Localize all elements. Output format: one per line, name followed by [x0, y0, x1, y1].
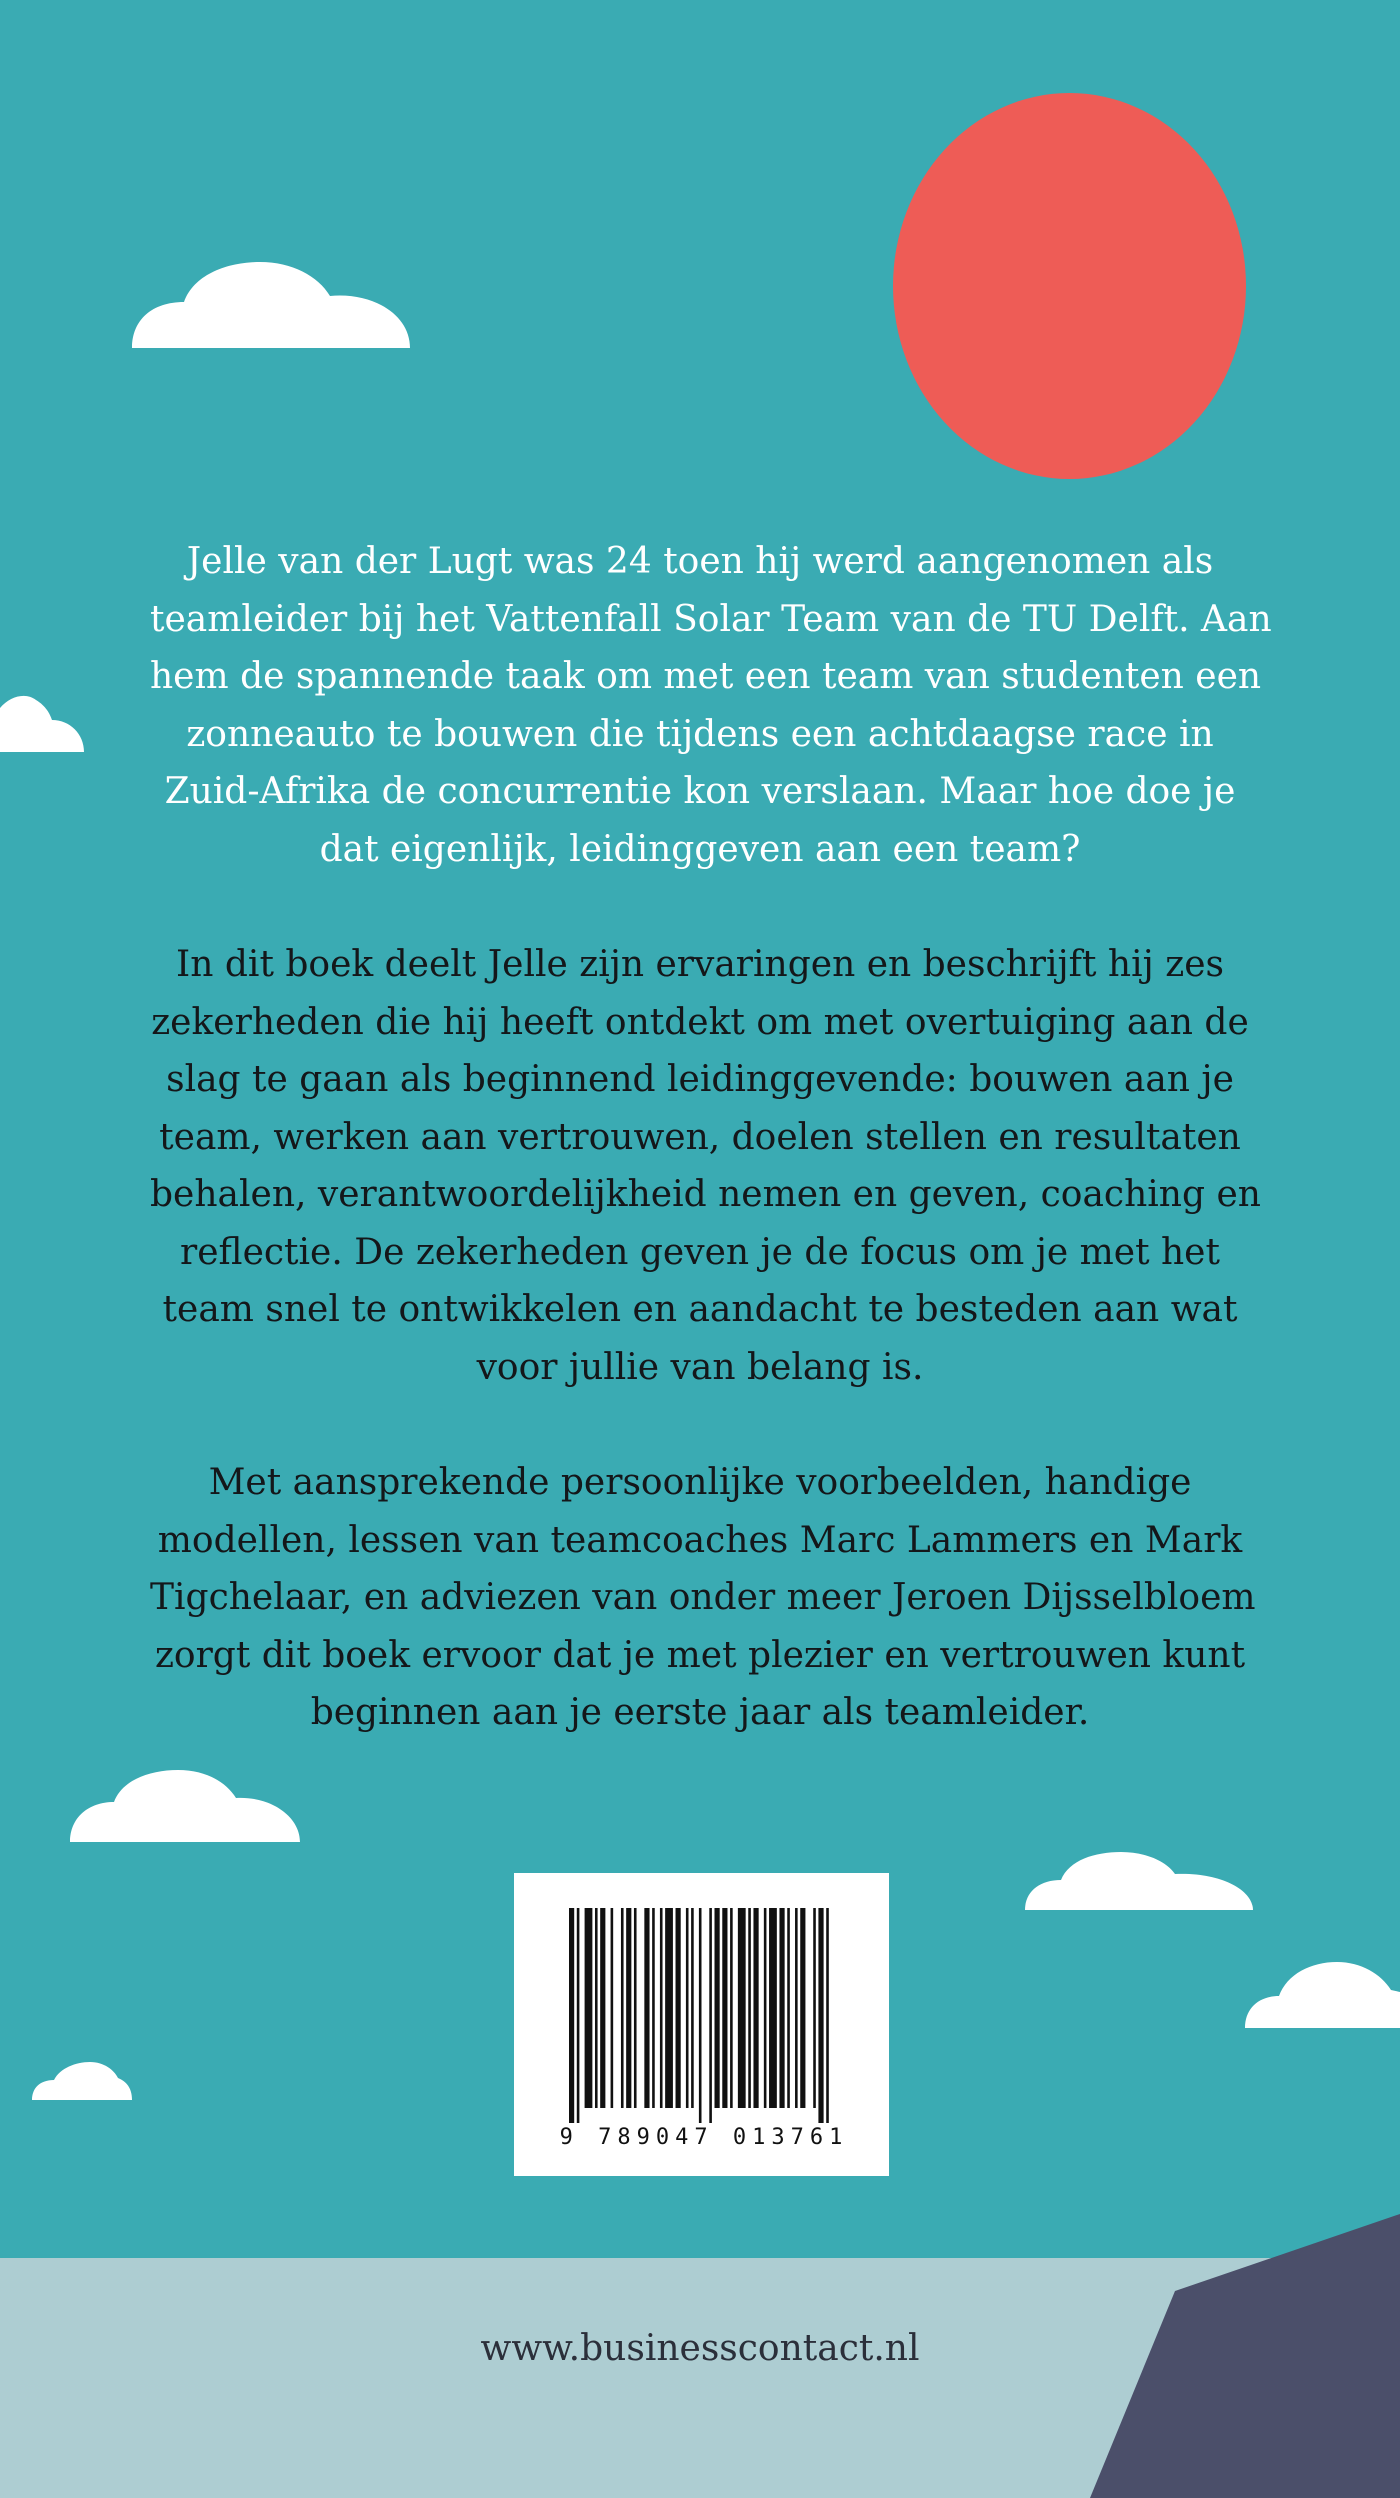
- text-line: team snel te ontwikkelen en aandacht te besteden aan wat: [162, 1289, 1238, 1330]
- barcode-bar: [795, 1908, 798, 2108]
- text-line: zekerheden die hij heeft ontdekt om met overtuiging aan de: [151, 1001, 1249, 1043]
- text-line: In dit boek deelt Jelle zijn ervaringen en beschrijft hij zes: [176, 944, 1224, 985]
- barcode-bar: [660, 1908, 663, 2108]
- barcode-bar: [652, 1908, 655, 2108]
- barcode-bar: [595, 1908, 598, 2108]
- barcode-bar: [691, 1908, 694, 2108]
- text-line: zorgt dit boek ervoor dat je met plezier en vertrouwen kunt: [154, 1634, 1246, 1676]
- text-line: Met aansprekende persoonlijke voorbeelden, handige: [208, 1462, 1192, 1503]
- text-line: team, werken aan vertrouwen, doelen stellen en resultaten: [159, 1116, 1241, 1158]
- barcode-bar: [769, 1908, 777, 2108]
- isbn-barcode: [514, 1873, 889, 2176]
- barcode-bar: [665, 1908, 673, 2108]
- text-line: behalen, verantwoordelijkheid nemen en geven, coaching en: [150, 1174, 1261, 1215]
- cloud-illustration: [132, 262, 410, 348]
- cloud-illustration: [1025, 1852, 1253, 1910]
- sun-illustration: [893, 93, 1246, 479]
- text-line: dat eigenlijk, leidinggeven aan een team?: [319, 828, 1081, 870]
- barcode-bar: [753, 1908, 758, 2108]
- text-line: hem de spannende taak om met een team van studenten een: [150, 656, 1262, 697]
- barcode-bar: [644, 1908, 649, 2108]
- text-line: Jelle van der Lugt was 24 toen hij werd aangenomen als: [186, 541, 1214, 582]
- barcode-bar: [800, 1908, 805, 2108]
- barcode-bar: [699, 1908, 702, 2123]
- barcode-bar: [634, 1908, 637, 2108]
- cloud-illustration: [1245, 1962, 1400, 2028]
- barcode-bars-graphic: [569, 1908, 834, 2123]
- text-line: modellen, lessen van teamcoaches Marc Lammers en Mark: [157, 1519, 1243, 1561]
- barcode-bar: [585, 1908, 593, 2108]
- cloud-illustration: [70, 1770, 300, 1842]
- barcode-bar: [600, 1908, 605, 2108]
- ground-band: [0, 2258, 1400, 2498]
- barcode-bar: [714, 1908, 719, 2108]
- text-line: zonneauto te bouwen die tijdens een achtdaagse race in: [186, 713, 1214, 755]
- intro-paragraph: [150, 533, 1272, 878]
- barcode-bar: [722, 1908, 727, 2108]
- barcode-bar: [611, 1908, 614, 2108]
- text-line: slag te gaan als beginnend leidinggevende: bouwen aan je: [166, 1059, 1234, 1100]
- publisher-website: www.businesscontact.nl: [480, 2328, 920, 2369]
- barcode-bar: [764, 1908, 767, 2108]
- barcode-bar: [686, 1908, 689, 2108]
- text-line: reflectie. De zekerheden geven je de focus om je met het: [180, 1231, 1220, 1273]
- barcode-bar: [626, 1908, 631, 2108]
- barcode-bar: [779, 1908, 784, 2108]
- barcode-bar: [676, 1908, 681, 2108]
- cloud-illustration: [32, 2062, 132, 2100]
- barcode-bar: [730, 1908, 733, 2108]
- barcode-bar: [748, 1908, 751, 2108]
- isbn-number: 9 789047 013761: [559, 2125, 849, 2150]
- barcode-bar: [826, 1908, 829, 2123]
- barcode-bar: [813, 1908, 816, 2108]
- barcode-bar: [818, 1908, 823, 2123]
- closing-paragraph: [150, 1454, 1256, 1742]
- text-line: teamleider bij het Vattenfall Solar Team van de TU Delft. Aan: [150, 598, 1272, 640]
- barcode-bar: [577, 1908, 580, 2123]
- text-line: beginnen aan je eerste jaar als teamleider.: [310, 1692, 1090, 1733]
- barcode-bar: [709, 1908, 712, 2123]
- text-line: Zuid-Afrika de concurrentie kon verslaan. Maar hoe doe je: [164, 771, 1236, 812]
- barcode-bar: [787, 1908, 790, 2108]
- barcode-bar: [621, 1908, 624, 2108]
- barcode-bar: [569, 1908, 574, 2123]
- description-paragraph: [150, 936, 1261, 1396]
- cloud-illustration: [0, 690, 84, 752]
- barcode-bar: [738, 1908, 746, 2108]
- text-line: voor jullie van belang is.: [476, 1346, 924, 1388]
- text-line: Tigchelaar, en adviezen van onder meer Jeroen Dijsselbloem: [150, 1577, 1256, 1618]
